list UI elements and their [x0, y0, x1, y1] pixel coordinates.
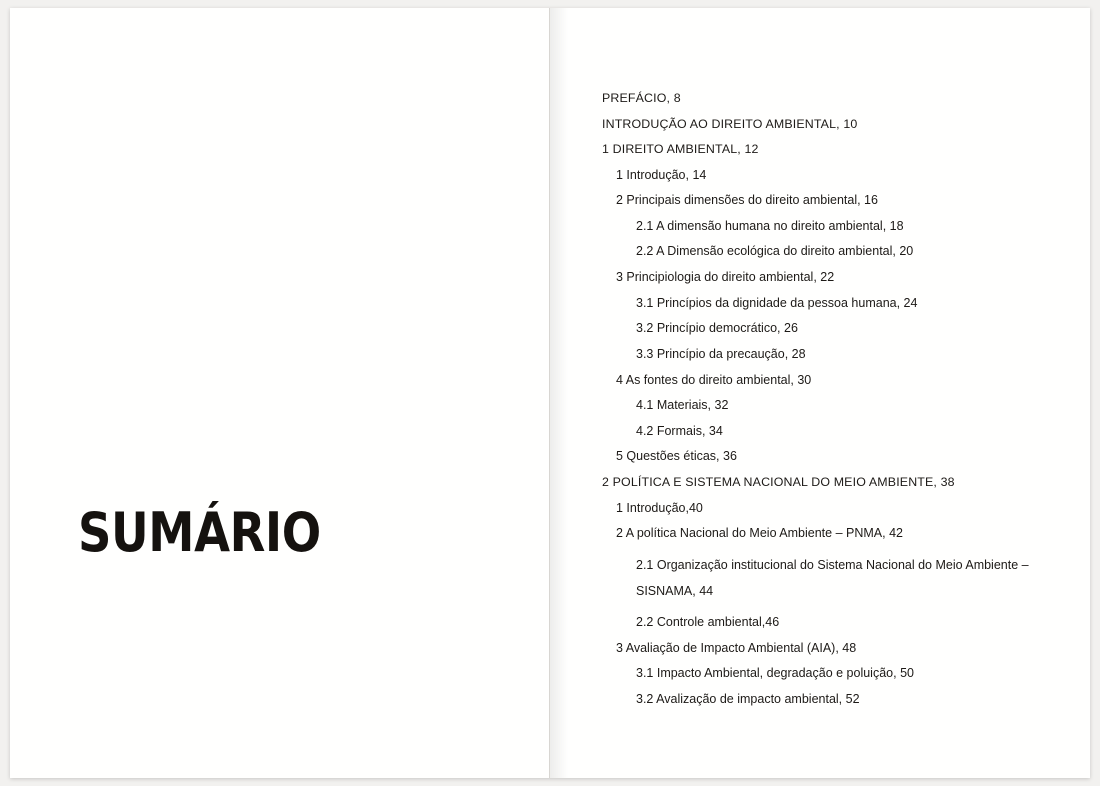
toc-entry[interactable]: 5 Questões éticas, 36 [616, 449, 737, 464]
toc-entry[interactable]: 3.3 Princípio da precaução, 28 [636, 346, 806, 361]
toc-entry[interactable]: 3.2 Princípio democrático, 26 [636, 321, 798, 336]
toc-entry[interactable]: 3 Avaliação de Impacto Ambiental (AIA), 48 [616, 640, 857, 655]
toc-entry[interactable]: 1 Introdução,40 [616, 500, 703, 515]
page-title: SUMÁRIO [78, 501, 321, 564]
toc-entry[interactable]: 2.2 A Dimensão ecológica do direito ambiental, 20 [636, 244, 914, 259]
toc-entry[interactable]: INTRODUÇÃO AO DIREITO AMBIENTAL, 10 [602, 116, 858, 131]
page-right [550, 8, 1090, 778]
toc-entry[interactable]: 2 Principais dimensões do direito ambiental, 16 [616, 193, 878, 208]
table-of-contents [602, 86, 1052, 713]
page-left [10, 8, 550, 778]
toc-entry[interactable]: 4 As fontes do direito ambiental, 30 [616, 372, 812, 387]
toc-entry[interactable]: 3 Principiologia do direito ambiental, 22 [616, 270, 835, 284]
toc-entry[interactable]: 1 Introdução, 14 [616, 167, 707, 182]
toc-entry[interactable]: 2 A política Nacional do Meio Ambiente – PNMA, 42 [616, 526, 903, 541]
toc-entry[interactable]: 4.2 Formais, 34 [636, 423, 723, 438]
toc-entry[interactable]: 3.2 Avalização de impacto ambiental, 52 [636, 691, 860, 706]
toc-entry[interactable]: 2.1 A dimensão humana no direito ambiental, 18 [636, 218, 904, 233]
toc-entry[interactable]: 3.1 Princípios da dignidade da pessoa humana, 24 [636, 295, 918, 310]
toc-entry[interactable]: 4.1 Materiais, 32 [636, 398, 729, 413]
book [10, 8, 1090, 778]
toc-entry[interactable]: PREFÁCIO, 8 [602, 91, 681, 105]
toc-entry[interactable]: 2.1 Organização institucional do Sistema Nacional do Meio Ambiente – SISNAMA, 44 [636, 557, 1029, 599]
toc-entry[interactable]: 2.2 Controle ambiental,46 [636, 615, 780, 629]
toc-entry[interactable]: 2 POLÍTICA E SISTEMA NACIONAL DO MEIO AMBIENTE, 38 [602, 475, 955, 489]
toc-entry[interactable]: 1 DIREITO AMBIENTAL, 12 [602, 142, 759, 156]
gutter-shadow [550, 8, 568, 778]
toc-entry[interactable]: 3.1 Impacto Ambiental, degradação e poluição, 50 [636, 666, 914, 681]
